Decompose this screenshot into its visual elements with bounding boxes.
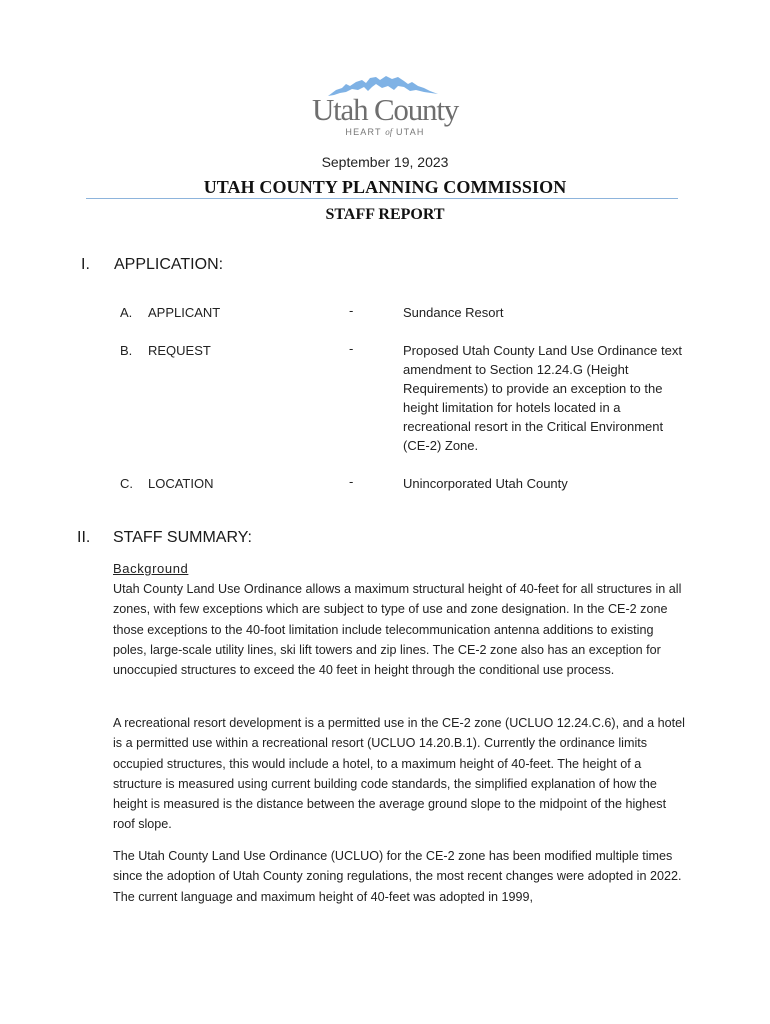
tagline-heart: HEART	[345, 127, 386, 137]
row-letter: A.	[120, 305, 133, 320]
background-paragraph-3: The Utah County Land Use Ordinance (UCLUO) for the CE-2 zone has been modified multiple times since the adoption of Utah County zoning regulations, the most recent changes were adopted in 2022. The current language and maximum height of 40-feet was adopted in 1999,	[113, 849, 682, 904]
row-value: Unincorporated Utah County	[403, 476, 568, 491]
tagline-of: of	[385, 127, 393, 137]
section-number: I.	[81, 256, 90, 273]
row-dash: -	[349, 303, 354, 318]
background-paragraph-1: Utah County Land Use Ordinance allows a maximum structural height of 40-feet for all structures in all zones, with few exceptions which are subject to type of use and zone designation. In the CE-2 zone those exceptions to the 40-foot limitation include telecommunication antenna additions to existing poles, large-scale utility lines, ski lift towers and zip lines. The CE-2 zone also has an exception for unoccupied structures to exceed the 40 feet in height through the conditional use process.	[113, 582, 682, 678]
row-letter: B.	[120, 343, 133, 358]
tagline-utah: UTAH	[392, 127, 425, 137]
row-letter: C.	[120, 476, 133, 491]
logo-wordmark: Utah County	[311, 92, 459, 127]
section-heading: STAFF SUMMARY:	[113, 529, 252, 546]
background-subheading: Background	[113, 561, 189, 576]
row-field: REQUEST	[148, 343, 211, 358]
row-field: LOCATION	[148, 476, 214, 491]
row-dash: -	[349, 474, 354, 489]
row-field: APPLICANT	[148, 305, 221, 320]
logo-tagline	[300, 127, 470, 137]
report-date: September 19, 2023	[321, 154, 449, 170]
title-divider	[86, 198, 678, 199]
utah-county-logo	[300, 70, 470, 142]
page-subtitle: STAFF REPORT	[325, 206, 445, 223]
section-number: II.	[77, 529, 91, 546]
row-dash: -	[349, 341, 354, 356]
section-heading: APPLICATION:	[114, 256, 224, 273]
background-paragraph-2: A recreational resort development is a permitted use in the CE-2 zone (UCLUO 12.24.C.6), and a hotel is a permitted use within a recreational resort (UCLUO 14.20.B.1). Currently the ordinance limits occupied structures, this would include a hotel, to a maximum height of 40-feet. The height of a structure is measured using current building code standards, the simplified explanation of how the height is measured is the distance between the average ground slope to the midpoint of the highest roof slope.	[113, 716, 685, 832]
row-value: Proposed Utah County Land Use Ordinance text amendment to Section 12.24.G (Height Requirements) to provide an exception to the height limitation for hotels located in a recreational resort in the Critical Environment (CE-2) Zone.	[403, 343, 682, 453]
page-title: UTAH COUNTY PLANNING COMMISSION	[203, 177, 567, 197]
row-value: Sundance Resort	[403, 305, 504, 320]
